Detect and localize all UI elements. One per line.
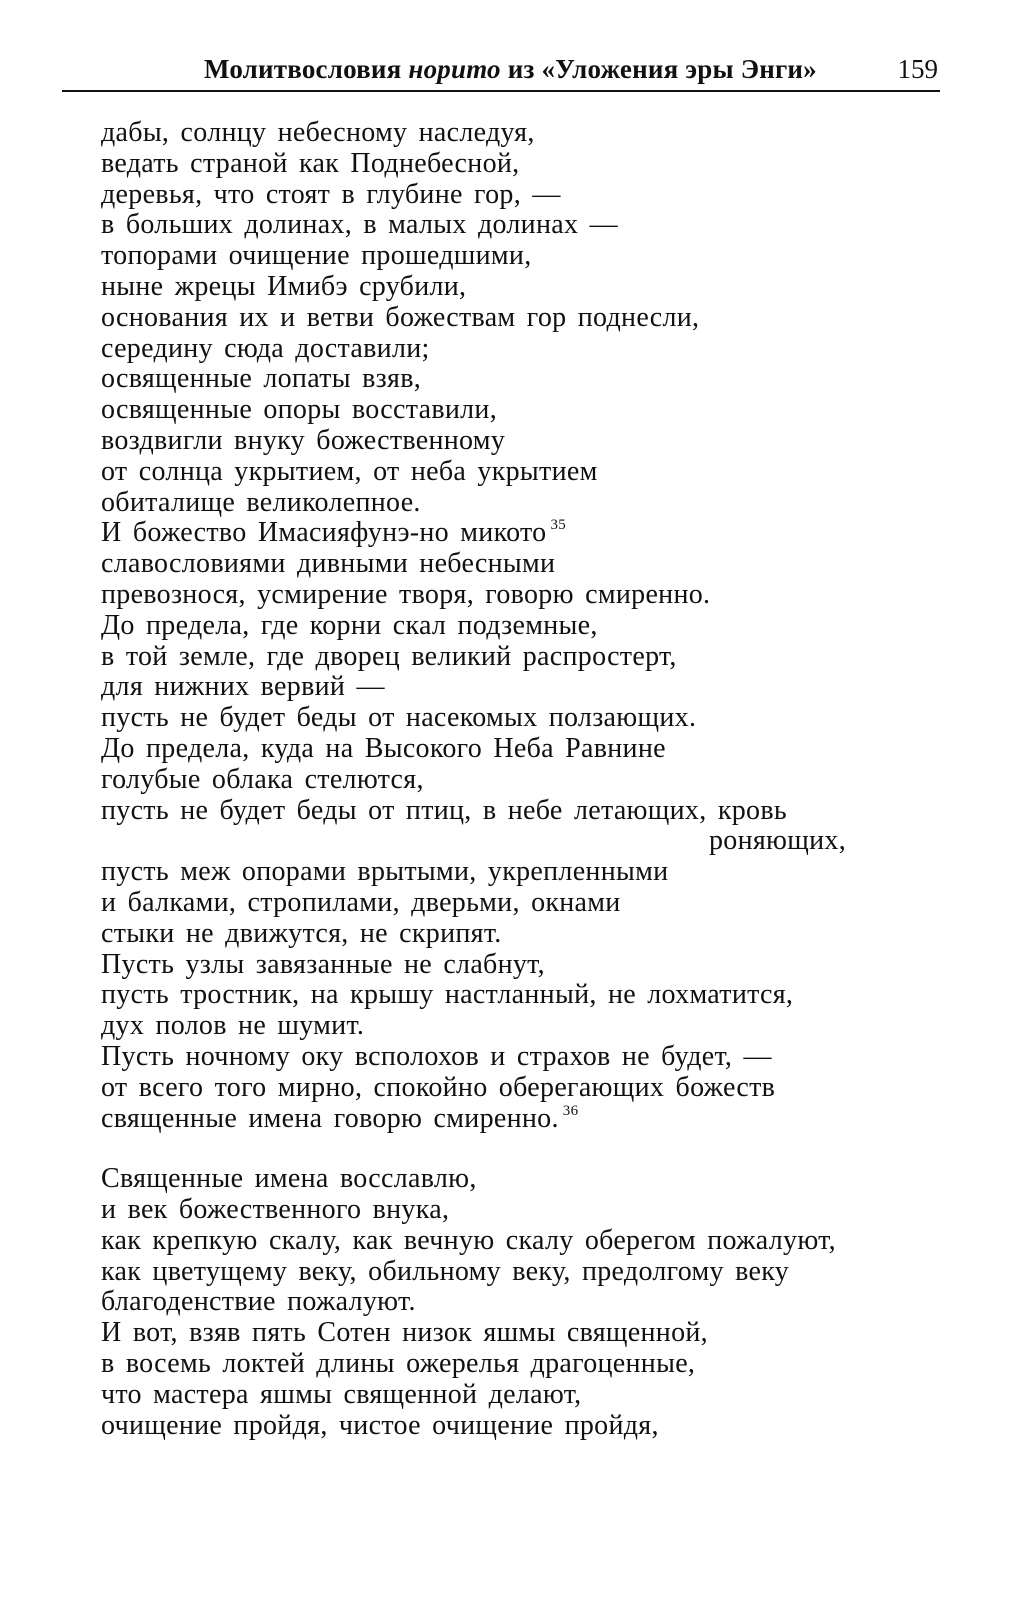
- poem-line: пусть не будет беды от насекомых ползающих.: [101, 702, 697, 734]
- poem-line-continuation: роняющих,: [708, 825, 846, 857]
- poem-line: превознося, усмирение творя, говорю смиренно.: [101, 578, 711, 610]
- poem-line: в восемь локтей длины ожерелья драгоценные,: [101, 1348, 696, 1380]
- poem-line: основания их и ветви божествам гор поднесли,: [101, 301, 700, 333]
- poem-line-text: священные имена говорю смиренно.: [101, 1102, 559, 1134]
- poem-line: середину сюда доставили;: [101, 332, 430, 364]
- poem-line: ведать страной как Поднебесной,: [101, 147, 520, 179]
- poem-text: [101, 118, 921, 1441]
- poem-line: в больших долинах, в малых долинах —: [101, 209, 618, 241]
- poem-line: и век божественного внука,: [101, 1194, 450, 1226]
- poem-line: топорами очищение прошедшими,: [101, 240, 532, 272]
- poem-line: До предела, где корни скал подземные,: [101, 609, 598, 641]
- poem-line: пусть не будет беды от птиц, в небе летающих, кровь: [101, 794, 787, 826]
- poem-line: пусть меж опорами врытыми, укрепленными: [101, 856, 669, 888]
- footnote-marker: 36: [562, 1102, 579, 1119]
- poem-line: Пусть ночному оку всполохов и страхов не будет, —: [101, 1040, 772, 1072]
- poem-line: обиталище великолепное.: [101, 486, 421, 518]
- poem-line: от всего того мирно, спокойно оберегающих божеств: [101, 1071, 776, 1103]
- poem-line: как крепкую скалу, как вечную скалу оберегом пожалуют,: [101, 1224, 836, 1256]
- poem-line-text: И божество Имасияфунэ-но микото: [101, 517, 547, 549]
- poem-line: славословиями дивными небесными: [101, 548, 556, 580]
- poem-line: пусть тростник, на крышу настланный, не лохматится,: [101, 979, 794, 1011]
- running-head: [62, 50, 940, 92]
- poem-line: стыки не движутся, не скрипят.: [101, 917, 502, 949]
- poem-line-with-footnote: [101, 1104, 921, 1135]
- poem-line: Священные имена восславлю,: [101, 1163, 477, 1195]
- poem-line: освященные лопаты взяв,: [101, 363, 422, 395]
- poem-line: Пусть узлы завязанные не слабнут,: [101, 948, 545, 980]
- poem-line: голубые облака стелются,: [101, 763, 424, 795]
- poem-line: что мастера яшмы священной делают,: [101, 1378, 582, 1410]
- footnote-marker: 35: [550, 517, 567, 534]
- poem-line: благоденствие пожалуют.: [101, 1286, 416, 1318]
- poem-line: До предела, куда на Высокого Неба Равнине: [101, 732, 666, 764]
- poem-line: как цветущему веку, обильному веку, предолгому веку: [101, 1255, 790, 1287]
- poem-line: в той земле, где дворец великий распростерт,: [101, 640, 677, 672]
- poem-line: для нижних вервий —: [101, 671, 385, 703]
- running-title-part1: Молитвословия: [204, 54, 409, 84]
- poem-line: очищение пройдя, чистое очищение пройдя,: [101, 1409, 659, 1441]
- poem-line: от солнца укрытием, от неба укрытием: [101, 455, 598, 487]
- poem-line: освященные опоры восставили,: [101, 394, 497, 426]
- poem-line: дух полов не шумит.: [101, 1010, 365, 1042]
- running-title-part2: из «Уложения эры Энги»: [500, 54, 817, 84]
- page-number: 159: [897, 54, 938, 84]
- poem-line-with-footnote: [101, 518, 921, 549]
- poem-line: деревья, что стоят в глубине гор, —: [101, 178, 561, 210]
- poem-line: И вот, взяв пять Сотен низок яшмы священной,: [101, 1317, 708, 1349]
- running-title-italic: норито: [408, 54, 501, 84]
- poem-line: и балками, стропилами, дверьми, окнами: [101, 886, 621, 918]
- poem-line: ныне жрецы Имибэ срубили,: [101, 270, 467, 302]
- running-title: [204, 54, 817, 85]
- poem-line: воздвигли внуку божественному: [101, 424, 506, 456]
- poem-line: дабы, солнцу небесному наследуя,: [101, 117, 535, 148]
